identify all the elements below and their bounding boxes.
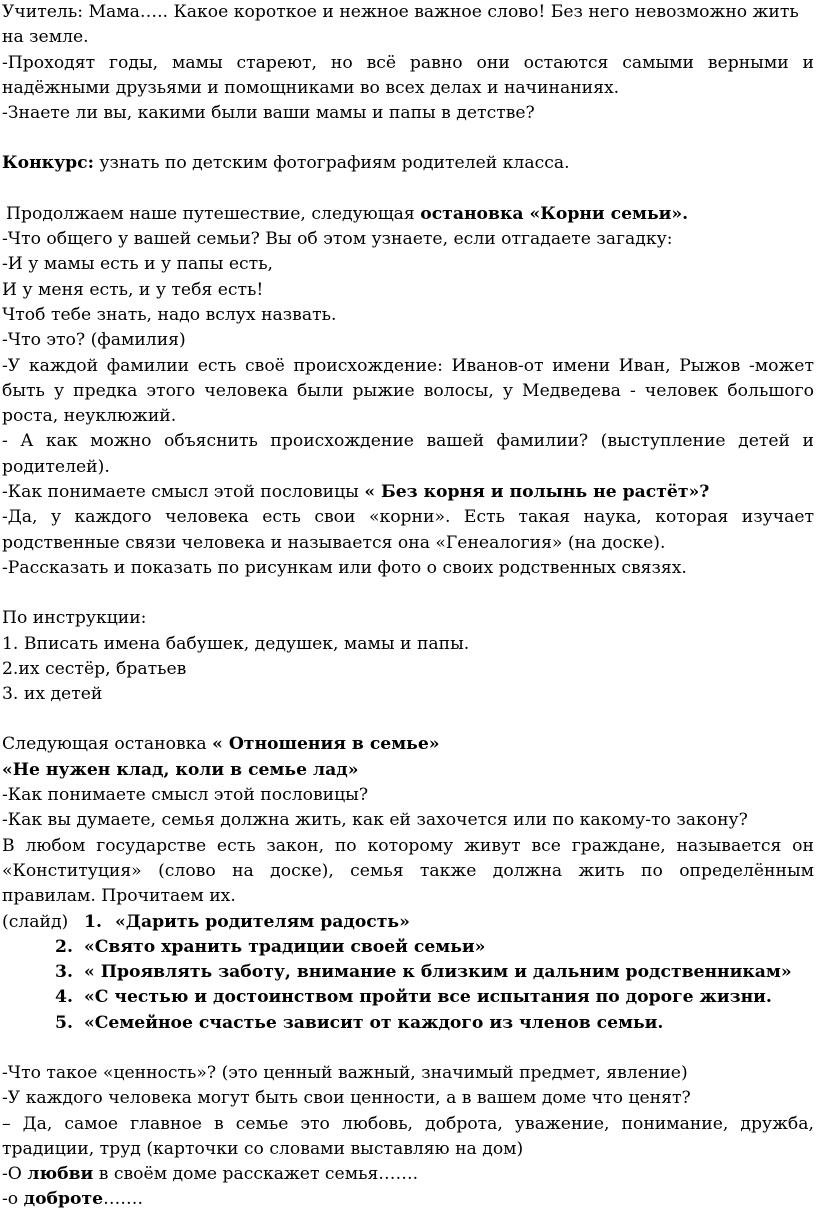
value-question: -Что такое «ценность»? (это ценный важный, значимый предмет, явление) (2, 1062, 688, 1083)
rule-text: «Семейное счастье зависит от каждого из членов семьи. (84, 1012, 664, 1033)
rule-item (2, 1011, 814, 1036)
surname-origin: -У каждой фамилии есть своё происхождение: Иванов-от имени Иван, Рыжов -может быть у предка этого человека были рыжие волосы, у Медведева - человек большого роста, неуклюжий. (2, 355, 814, 427)
next-text: Следующая остановка (2, 734, 213, 755)
rule-item (2, 985, 814, 1010)
rule-number: 1. (84, 911, 102, 932)
instruction-item: 1. Вписать имена бабушек, дедушек, мамы и папы. (2, 633, 470, 654)
parents-question: -Знаете ли вы, какими были ваши мамы и папы в детстве? (2, 103, 535, 124)
rule-item (2, 935, 814, 960)
contest-text: узнать по детским фотографиям родителей класса. (93, 153, 570, 174)
slide-label: (слайд) (2, 911, 69, 932)
riddle-line: Чтоб тебе знать, надо вслух назвать. (2, 304, 337, 325)
riddle-answer: -Что это? (фамилия) (2, 330, 186, 351)
spacer (2, 707, 814, 732)
proverb-prefix: -Как понимаете смысл этой пословицы (2, 482, 365, 503)
riddle-line: И у меня есть, и у тебя есть! (2, 279, 264, 300)
rule-number: 2. (55, 936, 73, 957)
love-line: -О любви в своём доме расскажет семья……. (2, 1164, 419, 1185)
rule-number: 3. (55, 962, 73, 983)
riddle-line: -Что общего у вашей семьи? Вы об этом узнаете, если отгадаете загадку: (2, 229, 673, 250)
relations-proverb: «Не нужен клад, коли в семье лад» (2, 759, 359, 780)
relations-question: -Как понимаете смысл этой пословицы? (2, 785, 369, 806)
roots-proverb: « Без корня и полынь не растёт»? (364, 482, 710, 503)
rule-number: 4. (55, 987, 73, 1008)
love-word: любви (27, 1164, 94, 1185)
relations-intro (2, 732, 814, 757)
rule-text: «Свято хранить традиции своей семьи» (84, 936, 486, 957)
kindness-word: доброте (23, 1189, 104, 1210)
law-line: В любом государстве есть закон, по которому живут все граждане, называется он «Конституция» (слово на доске), семья также должна жить по определённым правилам. Прочитаем их. (2, 835, 814, 907)
continue-text: Продолжаем наше путешествие, следующая (6, 203, 421, 224)
spacer (2, 177, 814, 202)
explain-surname: - А как можно объяснить происхождение вашей фамилии? (выступление детей и родителей). (2, 431, 814, 477)
rule-item (2, 910, 814, 935)
relations-station: « Отношения в семье» (212, 734, 440, 755)
rule-number: 5. (55, 1012, 73, 1033)
value-question: -У каждого человека могут быть свои ценности, а в вашем доме что ценят? (2, 1088, 691, 1109)
genealogy-line: -Да, у каждого человека есть свои «корни». Есть такая наука, которая изучает родственные связи человека и называется она «Генеалогия» (на доске). (2, 507, 814, 553)
rule-item (2, 960, 814, 985)
instruction-item: 3. их детей (2, 684, 103, 705)
instruction-item: 2.их сестёр, братьев (2, 658, 187, 679)
riddle-line: -И у мамы есть и у папы есть, (2, 254, 274, 275)
roots-intro (2, 202, 814, 227)
instructions-title: По инструкции: (2, 608, 147, 629)
rule-text: «Дарить родителям радость» (115, 911, 410, 932)
value-answer: – Да, самое главное в семье это любовь, доброта, уважение, понимание, дружба, традиции, труд (карточки со словами выставляю на дом) (2, 1113, 814, 1159)
spacer (2, 1036, 814, 1061)
rule-text: « Проявлять заботу, внимание к близким и дальним родственникам» (84, 962, 792, 983)
rule-text: «С честью и достоинством пройти все испытания по дороге жизни. (84, 987, 772, 1008)
spacer (2, 581, 814, 606)
spacer (2, 126, 814, 151)
years-line: -Проходят годы, мамы стареют, но всё равно они остаются самыми верными и надёжными друзьями и помощниками во всех делах и начинаниях. (2, 52, 814, 98)
contest-line (2, 151, 814, 176)
contest-label: Конкурс: (2, 153, 94, 174)
proverb-question (2, 480, 814, 505)
tell-line: -Рассказать и показать по рисункам или фото о своих родственных связях. (2, 557, 687, 578)
kindness-line: -о доброте……. (2, 1189, 143, 1210)
roots-station: остановка «Корни семьи». (420, 203, 689, 224)
teacher-line: Учитель: Мама….. Какое короткое и нежное важное слово! Без него невозможно жить на земле. (2, 2, 799, 48)
relations-question: -Как вы думаете, семья должна жить, как ей захочется или по какому-то закону? (2, 810, 748, 831)
